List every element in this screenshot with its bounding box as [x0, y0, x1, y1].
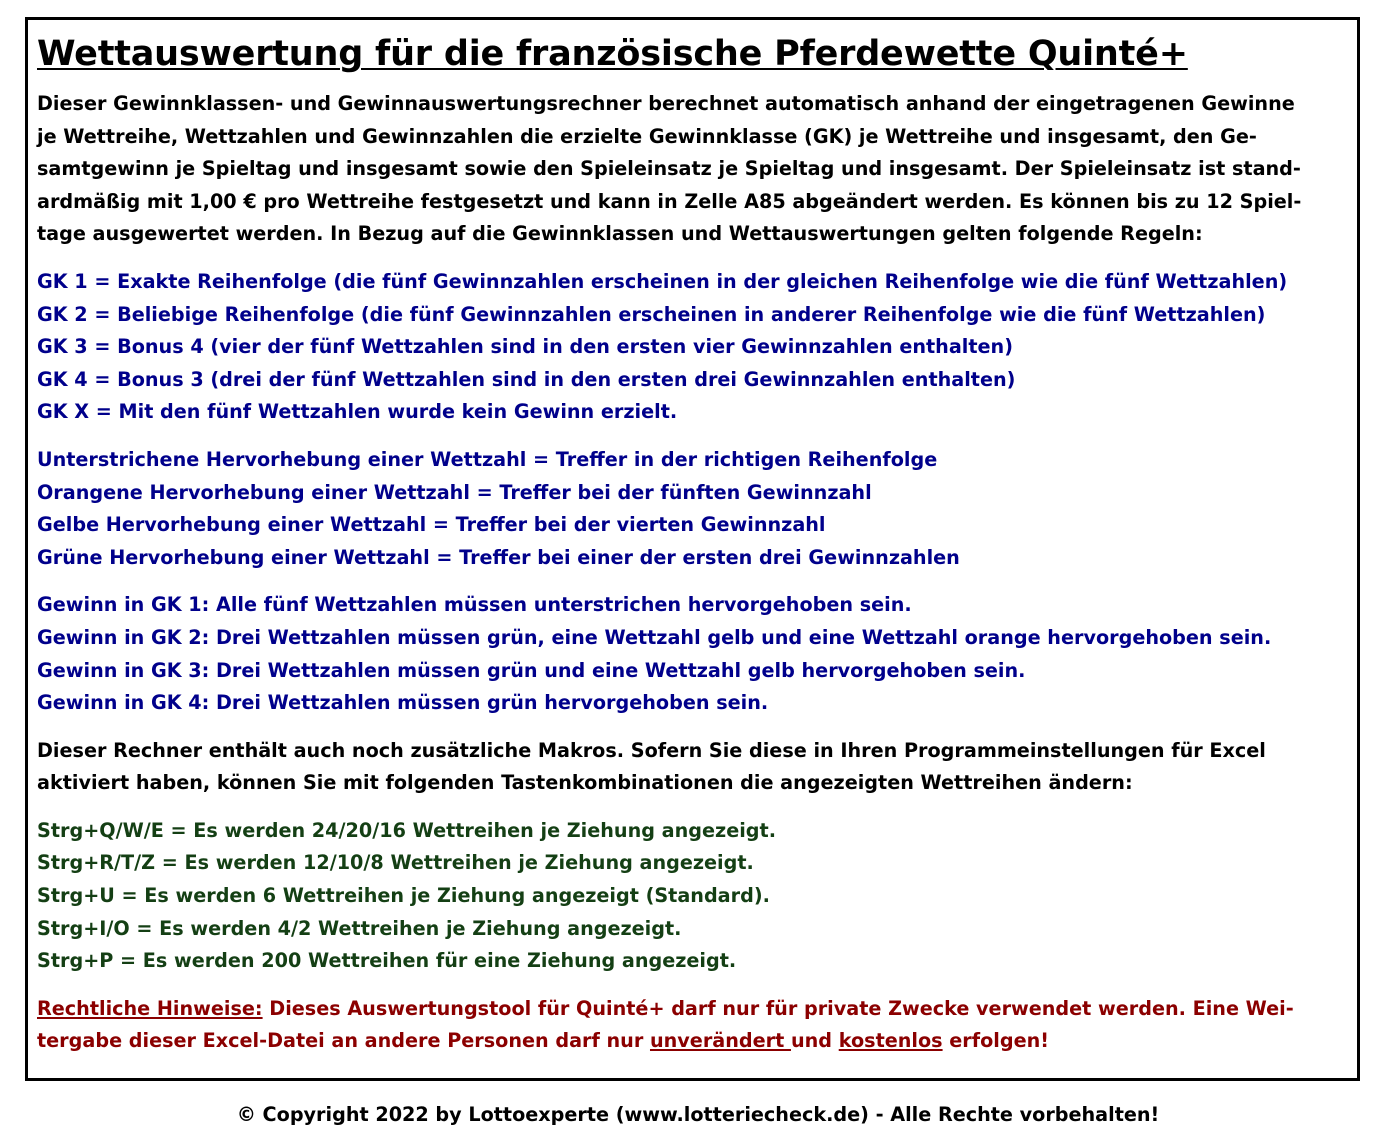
legal-line-2	[37, 1025, 1349, 1058]
win-class-gk4: GK 4 = Bonus 3 (drei der fünf Wettzahlen sind in den ersten drei Gewinnzahlen enthalten)	[37, 367, 1016, 391]
shortcut-u: Strg+U = Es werden 6 Wettreihen je Ziehung angezeigt (Standard).	[37, 884, 770, 908]
intro-line: samtgewinn je Spieltag und insgesamt sowie den Spieleinsatz je Spieltag und insgesamt. Der Spieleinsatz ist stand-	[37, 157, 1301, 181]
copyright-footer: © Copyright 2022 by Lottoexperte (www.lotteriecheck.de) - Alle Rechte vorbehalten!	[236, 1103, 1160, 1126]
page-title: Wettauswertung für die französische Pferdewette Quinté+	[37, 34, 1188, 74]
win-condition-gk1: Gewinn in GK 1: Alle fünf Wettzahlen müssen unterstrichen hervorgehoben sein.	[37, 593, 912, 617]
macro-intro-line: Dieser Rechner enthält auch noch zusätzliche Makros. Sofern Sie diese in Ihren Programmeinstellungen für Excel	[37, 738, 1266, 762]
shortcut-p: Strg+P = Es werden 200 Wettreihen für eine Ziehung angezeigt.	[37, 949, 737, 973]
shortcut-rtz: Strg+R/T/Z = Es werden 12/10/8 Wettreihen je Ziehung angezeigt.	[37, 851, 754, 875]
highlight-orange: Orangene Hervorhebung einer Wettzahl = Treffer bei der fünften Gewinnzahl	[37, 480, 872, 504]
win-class-gk2: GK 2 = Beliebige Reihenfolge (die fünf Gewinnzahlen erscheinen in anderer Reihenfolge wie die fünf Wettzahlen)	[37, 302, 1266, 326]
legal-heading: Rechtliche Hinweise:	[37, 996, 263, 1020]
highlight-yellow: Gelbe Hervorhebung einer Wettzahl = Treffer bei der vierten Gewinnzahl	[37, 513, 826, 537]
win-conditions	[37, 589, 1349, 719]
win-class-definitions	[37, 266, 1349, 429]
legal-free: kostenlos	[838, 1029, 943, 1053]
win-condition-gk4: Gewinn in GK 4: Drei Wettzahlen müssen grün hervorgehoben sein.	[37, 691, 769, 715]
legal-text: tergabe dieser Excel-Datei an andere Personen darf nur	[37, 1029, 650, 1053]
info-box	[25, 17, 1360, 1081]
win-class-gk3: GK 3 = Bonus 4 (vier der fünf Wettzahlen sind in den ersten vier Gewinnzahlen enthalten)	[37, 335, 1013, 359]
legal-text: erfolgen!	[942, 1029, 1050, 1053]
legal-line-1	[37, 993, 1349, 1026]
win-class-gk1: GK 1 = Exakte Reihenfolge (die fünf Gewinnzahlen erscheinen in der gleichen Reihenfolge wie die fünf Wettzahlen)	[37, 269, 1288, 293]
win-condition-gk3: Gewinn in GK 3: Drei Wettzahlen müssen grün und eine Wettzahl gelb hervorgehoben sein.	[37, 658, 1026, 682]
highlight-legend	[37, 444, 1349, 574]
intro-line: Dieser Gewinnklassen- und Gewinnauswertungsrechner berechnet automatisch anhand der eingetragenen Gewinne	[37, 92, 1295, 115]
legal-notice	[37, 993, 1349, 1058]
win-class-gkx: GK X = Mit den fünf Wettzahlen wurde kein Gewinn erzielt.	[37, 400, 678, 424]
legal-text: und	[790, 1029, 839, 1053]
highlight-green: Grüne Hervorhebung einer Wettzahl = Treffer bei einer der ersten drei Gewinnzahlen	[37, 545, 960, 569]
win-condition-gk2: Gewinn in GK 2: Drei Wettzahlen müssen grün, eine Wettzahl gelb und eine Wettzahl orange hervorgehoben sein.	[37, 625, 1272, 649]
intro-line: je Wettreihe, Wettzahlen und Gewinnzahlen die erzielte Gewinnklasse (GK) je Wettreihe und insgesamt, den Ge-	[37, 124, 1257, 148]
macro-intro-line: aktiviert haben, können Sie mit folgenden Tastenkombinationen die angezeigten Wettreihen ändern:	[37, 771, 1133, 795]
legal-text: Dieses Auswertungstool für Quinté+ darf nur für private Zwecke verwendet werden. Eine Wei-	[262, 996, 1294, 1020]
macro-intro	[37, 735, 1349, 800]
intro-line: tage ausgewertet werden. In Bezug auf die Gewinnklassen und Wettauswertungen gelten folgende Regeln:	[37, 222, 1203, 246]
intro-paragraph	[37, 88, 1349, 251]
shortcut-io: Strg+I/O = Es werden 4/2 Wettreihen je Ziehung angezeigt.	[37, 916, 682, 940]
intro-line: ardmäßig mit 1,00 € pro Wettreihe festgesetzt und kann in Zelle A85 abgeändert werden. Es können bis zu 12 Spiel-	[37, 189, 1302, 213]
highlight-underline: Unterstrichene Hervorhebung einer Wettzahl = Treffer in der richtigen Reihenfolge	[37, 447, 938, 471]
shortcut-qwe: Strg+Q/W/E = Es werden 24/20/16 Wettreihen je Ziehung angezeigt.	[37, 818, 776, 842]
shortcut-list	[37, 815, 1349, 978]
legal-unchanged: unverändert	[649, 1029, 791, 1053]
